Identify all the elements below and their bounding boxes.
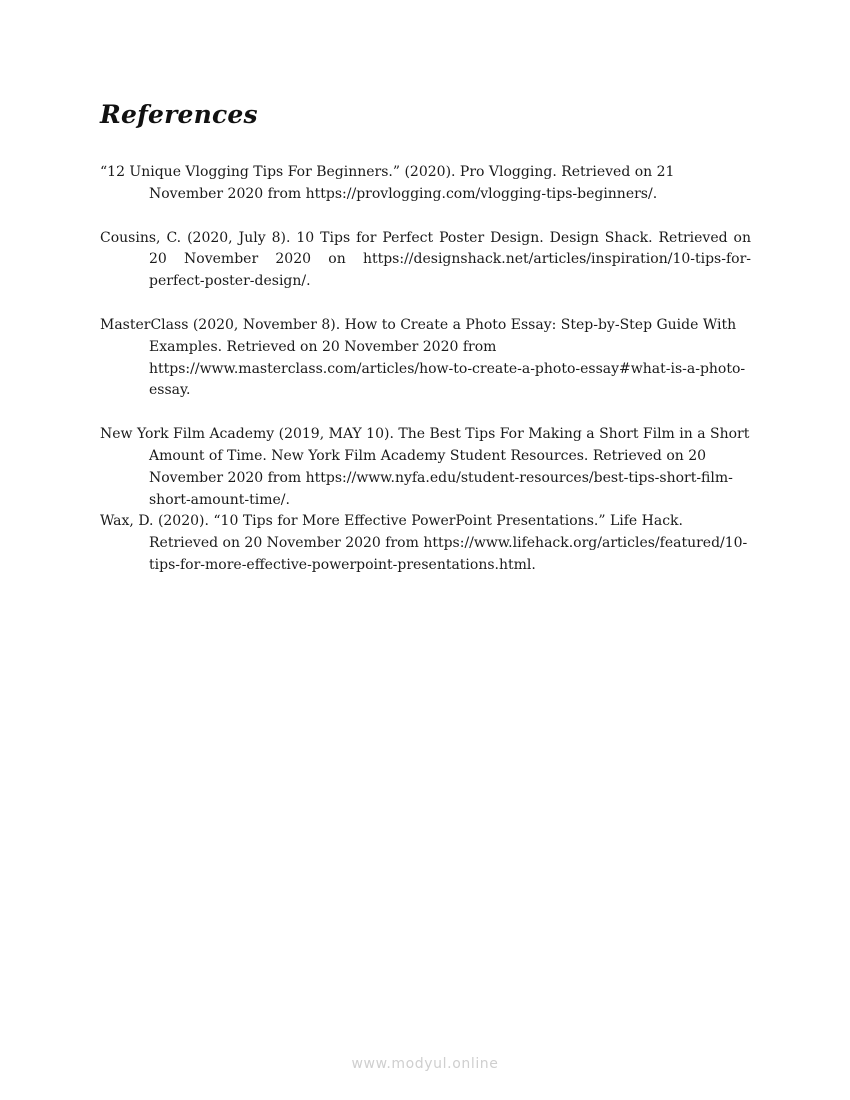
document-page [100, 96, 751, 599]
page-title: References [100, 100, 258, 129]
reference-entry-2: Cousins, C. (2020, July 8). 10 Tips for Perfect Poster Design. Design Shack. Retrieved on 20 November 2020 on https://designshack.net/articles/inspiration/10-tips-for-perfect-poster-design/. [100, 229, 751, 290]
reference-entry-3: MasterClass (2020, November 8). How to Create a Photo Essay: Step-by-Step Guide With Examples. Retrieved on 20 November 2020 from https://www.masterclass.com/articles/how-to-create-a-photo-essay#what-is-a-photo-essay. [100, 316, 746, 399]
reference-list [100, 162, 751, 577]
reference-entry-1: “12 Unique Vlogging Tips For Beginners.” (2020). Pro Vlogging. Retrieved on 21 November 2020 from https://provlogging.com/vlogging-tips-beginners/. [100, 164, 675, 202]
watermark-footer: www.modyul.online [351, 1056, 499, 1072]
reference-entry-4: New York Film Academy (2019, MAY 10). The Best Tips For Making a Short Film in a Short Amount of Time. New York Film Academy Student Resources. Retrieved on 20 November 2020 from https://www.nyfa.edu/student-resources/best-tips-short-film-short-amount-time/. [100, 426, 750, 508]
reference-entry-5: Wax, D. (2020). “10 Tips for More Effective PowerPoint Presentations.” Life Hack. Retrieved on 20 November 2020 from https://www.lifehack.org/articles/featured/10-tips-for-more-effective-powerpoint-presentations.html. [100, 513, 748, 573]
